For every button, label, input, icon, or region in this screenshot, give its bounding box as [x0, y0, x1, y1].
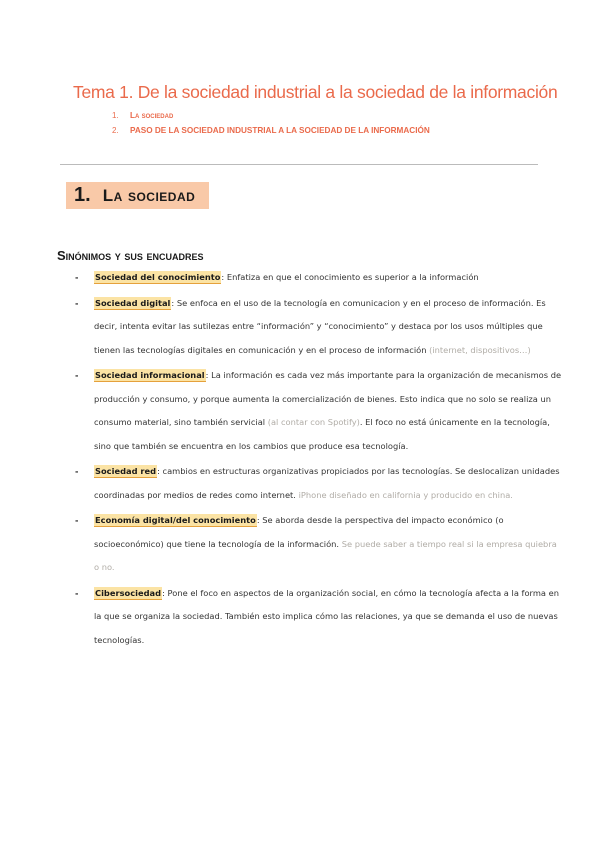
item-text: : cambios en estructuras organizativas propiciados por las tecnologías. Se deslocalizan unidades coordinadas por medios de redes como internet.	[94, 466, 560, 500]
item-note: (internet, dispositivos…)	[426, 344, 531, 355]
bullet-dash: -	[75, 587, 79, 598]
item-term: Sociedad informacional	[95, 370, 205, 380]
toc-label: PASO DE LA SOCIEDAD INDUSTRIAL A LA SOCIEDAD DE LA INFORMACIÓN	[130, 126, 430, 135]
item-text: : Pone el foco en aspectos de la organización social, en cómo la tecnología afecta a la forma en la que se organiza la sociedad. También esto implica cómo las relaciones, ya que se demanda el uso de nuevas tecnologías.	[94, 587, 559, 645]
list-item	[62, 582, 562, 653]
list-item	[62, 266, 562, 290]
toc-label: La sociedad	[130, 111, 174, 120]
item-text-continued: . El foco no está únicamente en la tecnología, sino que también se encuentra en los cambios que produce esa tecnología.	[94, 417, 550, 451]
item-term: Cibersociedad	[95, 587, 162, 598]
bullet-dash: -	[75, 515, 79, 525]
item-text: : La información es cada vez más importante para la organización de mecanismos de producción y consumo, y porque aumenta la comercialización de bienes. Esto indica que no solo se realiza un consumo material, sino también servicial	[94, 370, 562, 427]
list-item	[62, 460, 562, 507]
list-item	[62, 364, 562, 458]
page-title: Tema 1. De la sociedad industrial a la sociedad de la información	[73, 82, 558, 102]
bullet-dash: -	[75, 466, 79, 476]
item-note: iPhone diseñado en california y producido en china.	[295, 489, 513, 500]
item-term: Sociedad del conocimiento	[95, 272, 221, 282]
table-of-contents	[112, 111, 430, 141]
section-divider	[60, 164, 538, 165]
toc-item	[112, 111, 430, 126]
item-term: Sociedad digital	[95, 297, 171, 308]
section-number: 1.	[74, 183, 91, 206]
section-heading	[66, 178, 209, 212]
subsection-heading: Sinónimos y sus encuadres	[57, 248, 204, 263]
toc-item	[112, 126, 430, 141]
bullet-dash: -	[75, 297, 79, 308]
toc-number: 1.	[112, 111, 119, 120]
list-item	[62, 509, 562, 580]
item-text: : Se enfoca en el uso de la tecnología en comunicacion y en el proceso de información. Es decir, intenta evitar las sutilezas entre “información” y “conocimiento” y destaca por los usos múltiples que tienen las tecnologías digitales en comunicación y en el proceso de información	[94, 297, 546, 355]
item-term: Economía digital/del conocimiento	[95, 515, 256, 525]
bullet-dash: -	[75, 370, 79, 380]
bullet-dash: -	[75, 272, 79, 282]
synonyms-list	[62, 266, 562, 652]
item-text: : Enfatiza en que el conocimiento es superior a la información	[221, 272, 479, 282]
item-term: Sociedad red	[95, 466, 157, 476]
item-note: Se puede saber a tiempo real si la empresa quiebra o no.	[94, 538, 557, 572]
item-note: (al contar con Spotify)	[265, 417, 360, 427]
toc-number: 2.	[112, 126, 119, 135]
section-title: La sociedad	[102, 185, 196, 205]
section-heading-highlight	[66, 182, 209, 209]
item-text: : Se aborda desde la perspectiva del impacto económico (o socioeconómico) que tiene la tecnología de la información.	[94, 515, 504, 549]
list-item	[62, 292, 562, 363]
